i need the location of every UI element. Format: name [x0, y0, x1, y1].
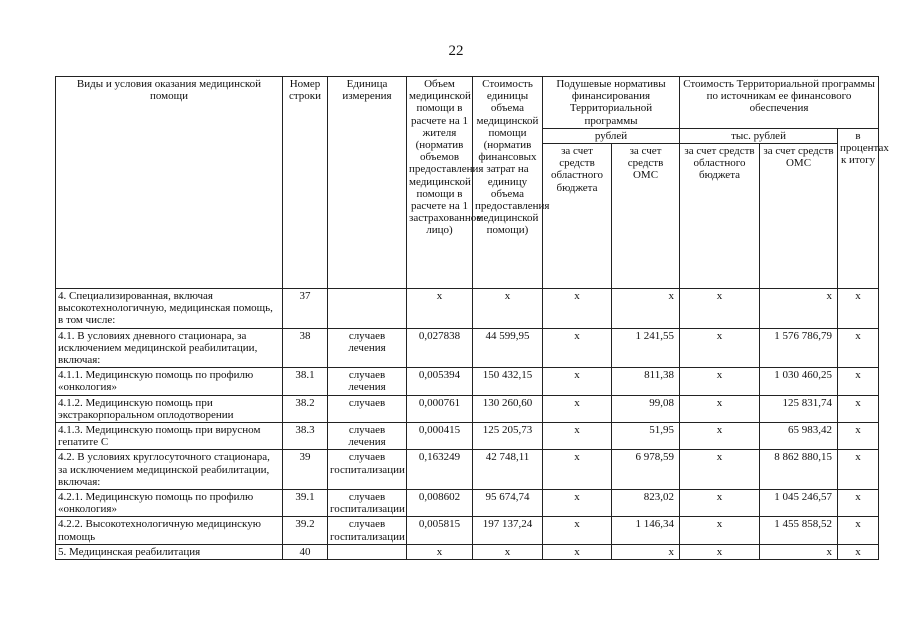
row-name: 4.1.1. Медицинскую помощь по профилю «онкология»: [56, 368, 283, 395]
header-row-number: Номер строки: [283, 77, 328, 289]
header-prog-budget: за счет средств областного бюджета: [680, 144, 760, 289]
row-cost: 44 599,95: [473, 328, 543, 368]
row-prog-oms: х: [760, 289, 838, 329]
row-prog-oms: х: [760, 544, 838, 559]
table-row: [56, 450, 879, 490]
row-cost: 95 674,74: [473, 490, 543, 517]
row-number: 38.2: [283, 395, 328, 422]
header-volume: Объем медицинской помощи в расчете на 1 жителя (норматив объемов предоставления медицинской помощи в расчете на 1 застрахованное лицо): [407, 77, 473, 289]
row-pc-oms: 6 978,59: [612, 450, 680, 490]
row-cost: х: [473, 544, 543, 559]
table-row: [56, 368, 879, 395]
row-cost: 42 748,11: [473, 450, 543, 490]
row-cost: 130 260,60: [473, 395, 543, 422]
row-name: 4.2.1. Медицинскую помощь по профилю «онкология»: [56, 490, 283, 517]
row-pc-budget: х: [543, 490, 612, 517]
row-percent: х: [838, 490, 879, 517]
row-prog-oms: 125 831,74: [760, 395, 838, 422]
header-pc-budget: за счет средств областного бюджета: [543, 144, 612, 289]
table-row: [56, 517, 879, 544]
row-percent: х: [838, 544, 879, 559]
row-unit: [328, 544, 407, 559]
header-unit-thousand-rub: тыс. рублей: [680, 128, 838, 143]
row-number: 38.1: [283, 368, 328, 395]
row-prog-budget: х: [680, 289, 760, 329]
header-percent: в процентах к итогу: [838, 128, 879, 288]
header-pc-oms: за счет средств ОМС: [612, 144, 680, 289]
row-name: 4.1. В условиях дневного стационара, за исключением медицинской реабилитации, включая:: [56, 328, 283, 368]
row-pc-oms: 99,08: [612, 395, 680, 422]
row-prog-oms: 1 045 246,57: [760, 490, 838, 517]
row-percent: х: [838, 517, 879, 544]
row-name: 4.1.2. Медицинскую помощь при экстракорпоральном оплодотворении: [56, 395, 283, 422]
row-cost: 150 432,15: [473, 368, 543, 395]
row-number: 38.3: [283, 423, 328, 450]
row-volume: 0,163249: [407, 450, 473, 490]
table-row: [56, 423, 879, 450]
row-prog-budget: х: [680, 490, 760, 517]
row-prog-budget: х: [680, 395, 760, 422]
row-percent: х: [838, 328, 879, 368]
row-unit: случаев госпитализации: [328, 517, 407, 544]
row-percent: х: [838, 450, 879, 490]
row-volume: 0,027838: [407, 328, 473, 368]
row-percent: х: [838, 423, 879, 450]
row-cost: х: [473, 289, 543, 329]
table-row: [56, 544, 879, 559]
row-name: 5. Медицинская реабилитация: [56, 544, 283, 559]
row-pc-oms: 823,02: [612, 490, 680, 517]
row-prog-oms: 65 983,42: [760, 423, 838, 450]
header-unit-rub: рублей: [543, 128, 680, 143]
header-program-cost: Стоимость Территориальной программы по источникам ее финансового обеспечения: [680, 77, 879, 129]
row-prog-budget: х: [680, 544, 760, 559]
row-pc-budget: х: [543, 289, 612, 329]
row-pc-budget: х: [543, 328, 612, 368]
row-pc-oms: 1 146,34: [612, 517, 680, 544]
header-cost: Стоимость единицы объема медицинской помощи (норматив финансовых затрат на единицу объема предоставления медицинской помощи): [473, 77, 543, 289]
row-number: 40: [283, 544, 328, 559]
row-number: 37: [283, 289, 328, 329]
row-name: 4. Специализированная, включая высокотехнологичную, медицинская помощь, в том числе:: [56, 289, 283, 329]
row-pc-oms: х: [612, 544, 680, 559]
row-pc-oms: 1 241,55: [612, 328, 680, 368]
header-type: Виды и условия оказания медицинской помощи: [56, 77, 283, 289]
row-pc-budget: х: [543, 395, 612, 422]
table-row: [56, 328, 879, 368]
row-number: 39: [283, 450, 328, 490]
page-number: 22: [448, 43, 464, 59]
row-number: 39.1: [283, 490, 328, 517]
row-volume: х: [407, 289, 473, 329]
row-name: 4.2.2. Высокотехнологичную медицинскую помощь: [56, 517, 283, 544]
row-prog-oms: 1 030 460,25: [760, 368, 838, 395]
row-prog-budget: х: [680, 368, 760, 395]
row-unit: случаев лечения: [328, 423, 407, 450]
row-unit: случаев лечения: [328, 328, 407, 368]
row-name: 4.1.3. Медицинскую помощь при вирусном гепатите С: [56, 423, 283, 450]
row-pc-budget: х: [543, 450, 612, 490]
row-unit: случаев госпитализации: [328, 490, 407, 517]
row-unit: [328, 289, 407, 329]
header-per-capita: Подушевые нормативы финансирования Территориальной программы: [543, 77, 680, 129]
row-pc-budget: х: [543, 423, 612, 450]
row-percent: х: [838, 395, 879, 422]
row-volume: 0,008602: [407, 490, 473, 517]
row-unit: случаев госпитализации: [328, 450, 407, 490]
row-volume: х: [407, 544, 473, 559]
row-pc-budget: х: [543, 544, 612, 559]
header-unit: Единица измерения: [328, 77, 407, 289]
row-number: 39.2: [283, 517, 328, 544]
row-prog-oms: 1 576 786,79: [760, 328, 838, 368]
row-volume: 0,000761: [407, 395, 473, 422]
row-unit: случаев лечения: [328, 368, 407, 395]
row-cost: 197 137,24: [473, 517, 543, 544]
row-prog-budget: х: [680, 517, 760, 544]
row-prog-oms: 1 455 858,52: [760, 517, 838, 544]
row-pc-oms: 51,95: [612, 423, 680, 450]
row-percent: х: [838, 289, 879, 329]
row-prog-oms: 8 862 880,15: [760, 450, 838, 490]
row-percent: х: [838, 368, 879, 395]
table-body: [56, 289, 879, 560]
row-pc-oms: х: [612, 289, 680, 329]
row-volume: 0,005815: [407, 517, 473, 544]
table-row: [56, 490, 879, 517]
row-prog-budget: х: [680, 423, 760, 450]
row-prog-budget: х: [680, 450, 760, 490]
row-volume: 0,005394: [407, 368, 473, 395]
row-unit: случаев: [328, 395, 407, 422]
table-row: [56, 395, 879, 422]
row-number: 38: [283, 328, 328, 368]
row-prog-budget: х: [680, 328, 760, 368]
row-pc-budget: х: [543, 368, 612, 395]
row-pc-oms: 811,38: [612, 368, 680, 395]
row-pc-budget: х: [543, 517, 612, 544]
header-prog-oms: за счет средств ОМС: [760, 144, 838, 289]
row-volume: 0,000415: [407, 423, 473, 450]
financing-table: [55, 76, 889, 560]
row-name: 4.2. В условиях круглосуточного стационара, за исключением медицинской реабилитации, включая:: [56, 450, 283, 490]
table-row: [56, 289, 879, 329]
row-cost: 125 205,73: [473, 423, 543, 450]
